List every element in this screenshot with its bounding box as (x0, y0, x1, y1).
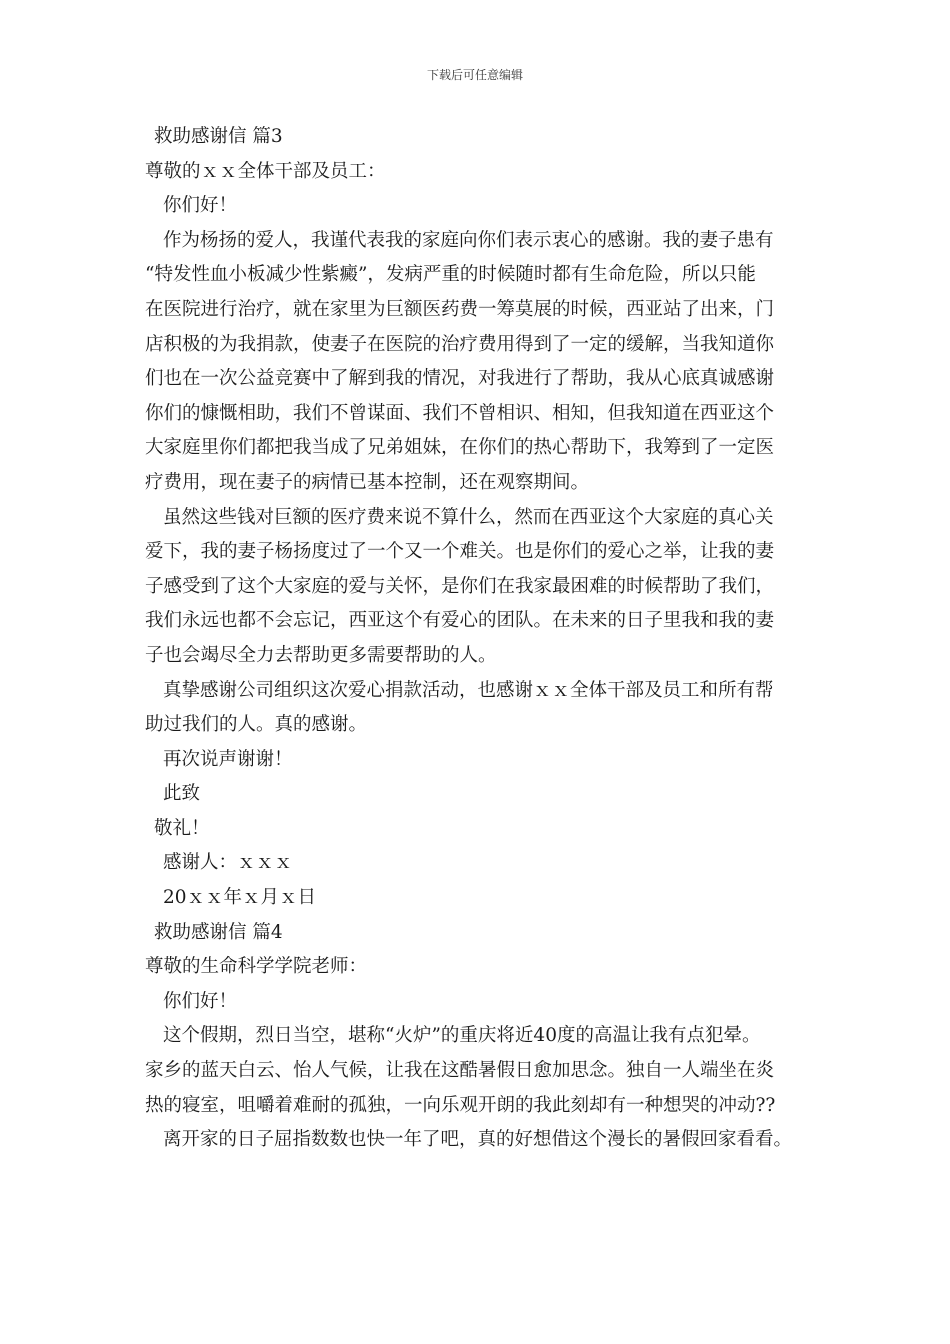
salutation: 尊敬的ｘｘ全体干部及员工： (145, 160, 386, 182)
greeting: 你们好！ (163, 990, 238, 1012)
paragraph-line: 爱下，我的妻子杨扬度过了一个又一个难关。也是你们的爱心之举，让我的妻 (145, 541, 775, 563)
salutation: 尊敬的生命科学学院老师： (145, 956, 368, 978)
paragraph-line: 在医院进行治疗，就在家里为巨额医药费一筹莫展的时候，西亚站了出来，门 (145, 298, 775, 320)
paragraph-line: 离开家的日子屈指数数也快一年了吧，真的好想借这个漫长的暑假回家看看。 (163, 1129, 793, 1151)
paragraph-line: 虽然这些钱对巨额的医疗费来说不算什么，然而在西亚这个大家庭的真心关 (163, 506, 774, 528)
thanks-again: 再次说声谢谢！ (163, 748, 293, 770)
paragraph-line: 热的寝室，咀嚼着难耐的孤独，一向乐观开朗的我此刻却有一种想哭的冲动?? (145, 1094, 776, 1116)
paragraph-line: 子也会竭尽全力去帮助更多需要帮助的人。 (145, 644, 497, 666)
date: 20ｘｘ年ｘ月ｘ日 (163, 887, 317, 909)
paragraph-line: 子感受到了这个大家庭的爱与关怀，是你们在我家最困难的时候帮助了我们， (145, 575, 775, 597)
paragraph-line: 店积极的为我捐款，使妻子在医院的治疗费用得到了一定的缓解，当我知道你 (145, 333, 775, 355)
paragraph-line: 你们的慷慨相助，我们不曾谋面、我们不曾相识、相知，但我知道在西亚这个 (145, 402, 775, 424)
greeting: 你们好！ (163, 195, 238, 217)
paragraph-line: 疗费用，现在妻子的病情已基本控制，还在观察期间。 (145, 471, 590, 493)
paragraph-line: 真挚感谢公司组织这次爱心捐款活动，也感谢ｘｘ全体干部及员工和所有帮 (163, 679, 774, 701)
document-body (145, 120, 809, 1158)
closing-2: 敬礼！ (154, 817, 210, 839)
paragraph-line: 助过我们的人。真的感谢。 (145, 714, 368, 736)
paragraph-line: 们也在一次公益竞赛中了解到我的情况，对我进行了帮助，我从心底真诚感谢 (145, 368, 775, 390)
letter-title: 救助感谢信 篇3 (154, 126, 283, 147)
closing-1: 此致 (163, 783, 201, 805)
paragraph-line: 我们永远也都不会忘记，西亚这个有爱心的团队。在未来的日子里我和我的妻 (145, 610, 775, 632)
signature: 感谢人：ｘｘｘ (163, 852, 293, 874)
paragraph-line: 这个假期，烈日当空，堪称“火炉”的重庆将近40度的高温让我有点犯晕。 (163, 1025, 761, 1047)
header-note: 下载后可任意编辑 (426, 68, 523, 82)
letter-title: 救助感谢信 篇4 (154, 921, 283, 943)
paragraph-line: 作为杨扬的爱人，我谨代表我的家庭向你们表示衷心的感谢。我的妻子患有 (163, 229, 774, 251)
paragraph-line: 家乡的蓝天白云、怡人气候，让我在这酷暑假日愈加思念。独自一人端坐在炎 (145, 1060, 775, 1082)
paragraph-line: 大家庭里你们都把我当成了兄弟姐妹，在你们的热心帮助下，我筹到了一定医 (145, 437, 775, 459)
paragraph-line: “特发性血小板减少性紫癜”，发病严重的时候随时都有生命危险，所以只能 (145, 264, 756, 286)
